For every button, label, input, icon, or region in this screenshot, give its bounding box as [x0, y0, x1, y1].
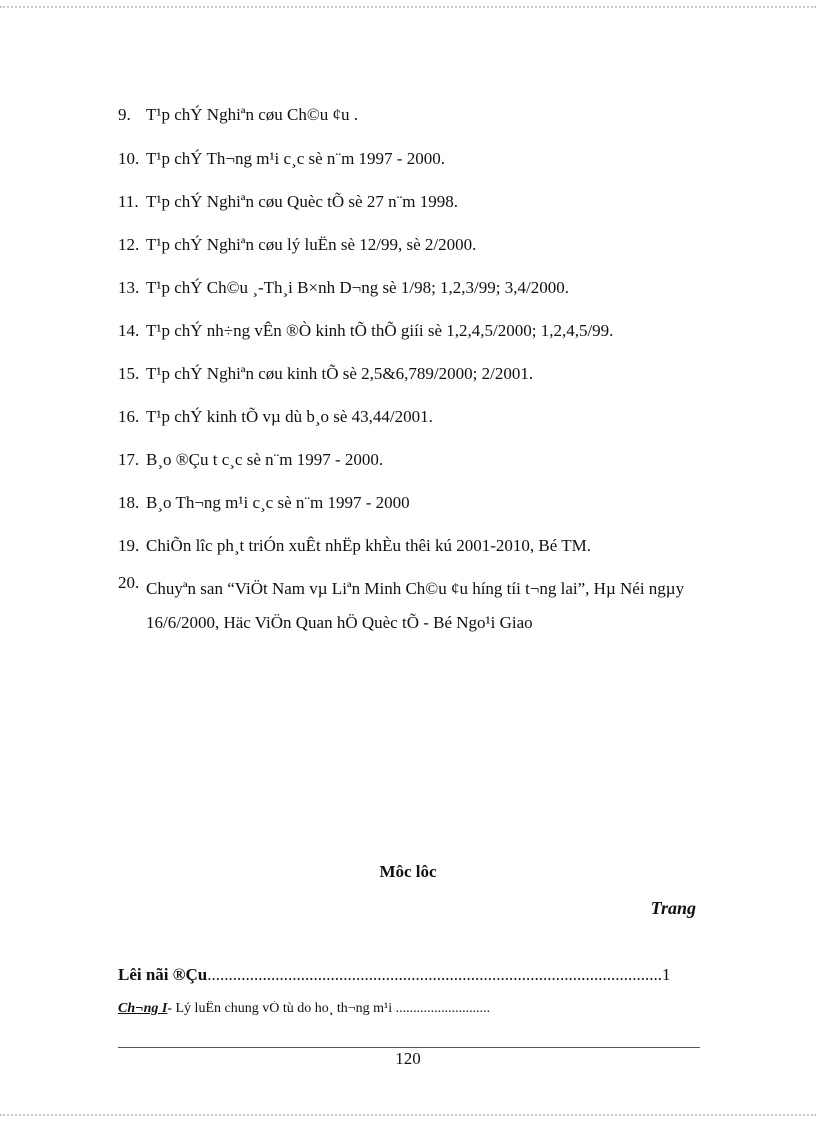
reference-text: Chuyªn san “ViÖt Nam vµ Liªn Minh Ch©u ¢u híng tíi t¬ng lai”, Hµ Néi ngµy 16/6/2000, Häc ViÖn Quan hÖ Quèc tÕ - Bé Ngo¹i Giao [146, 579, 685, 632]
toc-entry-text: - Lý luËn chung vÒ tù do ho¸ th¬ng m¹i [167, 1001, 393, 1016]
reference-item [118, 363, 718, 385]
toc-title: Môc lôc [379, 862, 437, 881]
reference-number: 18. [118, 493, 140, 512]
reference-item [118, 449, 718, 471]
reference-item [118, 406, 718, 428]
reference-item [118, 104, 718, 126]
reference-text: T¹p chÝ Nghiªn cøu kinh tÕ sè 2,5&6,789/2000; 2/2001. [146, 364, 534, 383]
toc-entry-label: Lêi nãi ®Çu [118, 965, 208, 984]
reference-number: 16. [118, 407, 140, 426]
reference-text: B¸o Th¬ng m¹i c¸c sè n¨m 1997 - 2000 [146, 493, 410, 512]
reference-text: ChiÕn lîc ph¸t triÓn xuÊt nhËp khÈu thêi kú 2001-2010, Bé TM. [146, 536, 591, 555]
reference-text: B¸o ®Çu t c¸c sè n¨m 1997 - 2000. [146, 450, 384, 469]
bottom-dotted-border [0, 1114, 816, 1116]
reference-item [118, 492, 718, 514]
reference-text: T¹p chÝ Nghiªn cøu lý luËn sè 12/99, sè 2/2000. [146, 235, 477, 254]
toc-entry[interactable] [118, 1001, 698, 1017]
reference-list [118, 100, 718, 640]
reference-text: T¹p chÝ Th¬ng m¹i c¸c sè n¨m 1997 - 2000. [146, 149, 445, 168]
toc-chapter-label: Ch¬ng I [118, 1001, 168, 1016]
footer-rule [118, 1047, 700, 1048]
reference-number: 15. [118, 364, 140, 383]
reference-number: 11. [118, 192, 139, 211]
reference-item [118, 277, 718, 299]
toc-leader-dots: ........................................................................................................... [207, 965, 662, 984]
reference-number: 9. [118, 105, 131, 124]
reference-number: 14. [118, 321, 140, 340]
top-dotted-border [0, 6, 816, 8]
reference-text: T¹p chÝ nh÷ng vÊn ®Ò kinh tÕ thÕ giíi sè 1,2,4,5/2000; 1,2,4,5/99. [146, 321, 614, 340]
reference-number: 19. [118, 536, 140, 555]
reference-item [118, 572, 718, 640]
reference-number: 12. [118, 235, 140, 254]
reference-number: 20. [118, 573, 140, 592]
reference-number: 10. [118, 149, 140, 168]
toc-entry[interactable] [118, 965, 706, 985]
toc-leader-dots: ........................... [392, 1001, 491, 1016]
reference-item [118, 191, 718, 213]
reference-text: T¹p chÝ Nghiªn cøu Ch©u ¢u . [146, 105, 359, 124]
reference-number: 13. [118, 278, 140, 297]
reference-text: T¹p chÝ kinh tÕ vµ dù b¸o sè 43,44/2001. [146, 407, 433, 426]
reference-item [118, 234, 718, 256]
toc-page-column-label: Trang [650, 898, 696, 918]
reference-item [118, 320, 718, 342]
reference-text: T¹p chÝ Nghiªn cøu Quèc tÕ sè 27 n¨m 1998. [146, 192, 458, 211]
toc-entry-page: 1 [661, 965, 671, 984]
reference-text: T¹p chÝ Ch©u ¸-Th¸i B×nh D¬ng sè 1/98; 1,2,3/99; 3,4/2000. [146, 278, 569, 297]
reference-item [118, 535, 718, 557]
reference-number: 17. [118, 450, 140, 469]
page-number: 120 [395, 1049, 421, 1068]
reference-item [118, 148, 718, 170]
